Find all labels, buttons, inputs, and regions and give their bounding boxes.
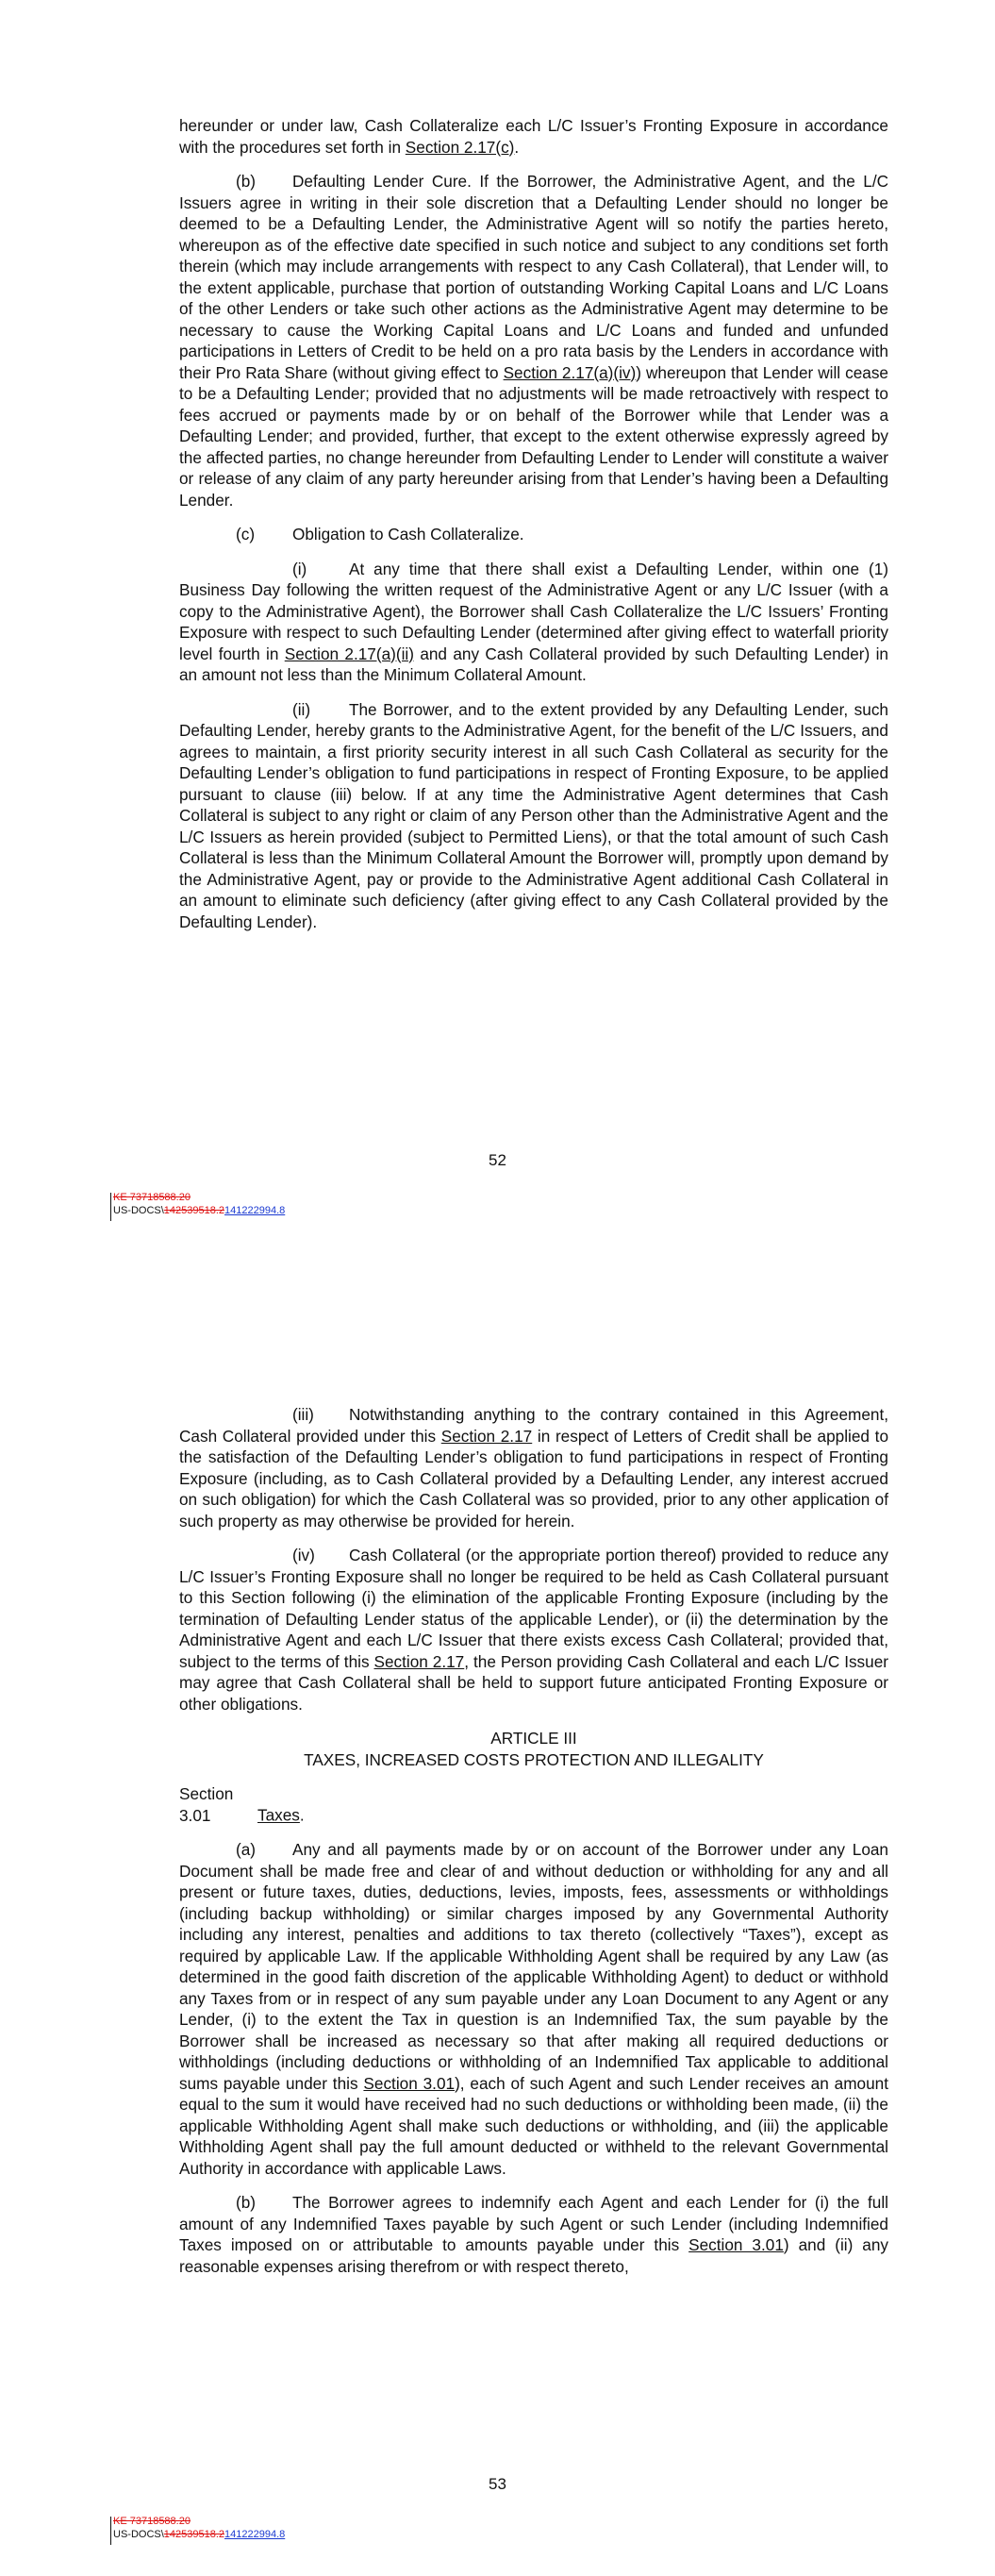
paragraph-text: At any time that there shall exist a Defaulting Lender, within one (1) Business Day following the written request of the Administrative Agent or any L/C Issuer (with a copy to the Administrative Agent), the Borrower shall Cash Collateralize the L/C Issuers’ Fronting Exposure with respect to such Defaulting Lender (determined after giving effect to waterfall priority level fourth in [179, 559, 888, 663]
paragraph-text: The Borrower, and to the extent provided by any Defaulting Lender, such Defaulting Lender, hereby grants to the Administrative Agent, for the benefit of the L/C Issuers, and agrees to maintain, a first priority security interest in all such Cash Collateral as security for the Defaulting Lender’s obligation to fund participations in respect of Fronting Exposure, to be applied pursuant to clause (iii) below. If at any time the Administrative Agent determines that Cash Collateral is subject to any right or claim of any Person other than the Administrative Agent and the L/C Issuers as herein provided (subject to Permitted Liens), or that the total amount of such Cash Collateral is less than the Minimum Collateral Amount the Borrower will, promptly upon demand by the Administrative Agent, pay or provide to the Administrative Agent additional Cash Collateral in an amount to eliminate such deficiency (after giving effect to any Cash Collateral provided by the Defaulting Lender). [179, 699, 888, 931]
paragraph-c-ii [179, 699, 888, 933]
footer-deleted-number: 142539518.2 [163, 1205, 225, 1216]
change-bar [110, 2517, 111, 2545]
section-reference-link[interactable]: Section 2.17 [440, 1426, 533, 1446]
clause-label: (a) [236, 1840, 257, 1859]
footer-inserted-number: 141222994.8 [224, 2529, 286, 2540]
page-number: 53 [489, 2475, 506, 2493]
paragraph-text: in respect of Letters of Credit shall be applied to the satisfaction of the Defaulting Lender’s obligation to fund participations in respect of Fronting Exposure (including, as to Cash Collateral provided by a Defaulting Lender, any interest accrued on such obligation) for which the Cash Collateral was so provided, prior to any other application of such property as may otherwise be provided for herein. [179, 1426, 888, 1531]
clause-label: (b) [236, 2193, 257, 2212]
paragraph-3-01-b [179, 2192, 888, 2277]
paragraph-text: ) and (ii) any reasonable expenses arising therefrom or with respect thereto, [179, 2235, 888, 2276]
paragraph-text: Any and all payments made by or on account of the Borrower under any Loan Document shall be made free and clear of and without deduction or withholding for any and all present or future taxes, duties, deductions, levies, imposts, fees, assessments or withholdings (including backup withholding) or similar charges imposed by any Governmental Authority including any interest, penalties and additions to tax thereto (collectively “Taxes”), except as required by applicable Law. If the applicable Withholding Agent shall be required by any Law (as determined in the good faith discretion of the applicable Withholding Agent) to deduct or withhold any Taxes from or in respect of any sum payable under any Loan Document to any Agent or any Lender, (i) to the extent the Tax in question is an Indemnified Tax, the sum payable by the Borrower shall be increased as necessary so that after making all required deductions or withholdings (including deductions or withholding of an Indemnified Tax applicable to additional sums payable under this [179, 1840, 888, 2093]
clause-label: (c) [236, 525, 256, 544]
section-reference-link[interactable]: Section 2.17(a)(ii) [284, 644, 414, 663]
paragraph-b-defaulting-lender-cure [179, 171, 888, 510]
paragraph-text: ) whereupon that Lender will cease to be a Defaulting Lender; provided that no adjustments will be made retroactively with respect to fees accrued or payments made by or on behalf of the Borrower while that Lender was a Defaulting Lender; and provided, further, that except to the extent otherwise expressly agreed by the affected parties, no change hereunder from Defaulting Lender to Lender will constitute a waiver or release of any claim of any party hereunder arising from that Lender’s having been a Defaulting Lender. [179, 362, 888, 510]
paragraph-c-heading [179, 524, 888, 545]
footer-prefix: US-DOCS\ [113, 1205, 164, 1216]
footer-deleted-id: KE 73718588.20 [113, 2516, 191, 2527]
section-reference-link[interactable]: Section 2.17 [373, 1651, 465, 1671]
paragraph-text: , the Person providing Cash Collateral and each L/C Issuer may agree that Cash Collateral shall be held to support future anticipated Fronting Exposure or other obligations. [179, 1651, 888, 1714]
section-number: Section 3.01 [179, 1784, 234, 1825]
page-52-body [179, 115, 888, 945]
paragraph-text: and any Cash Collateral provided by such Defaulting Lender) in an amount not less than the Minimum Collateral Amount. [179, 644, 888, 684]
paragraph-text: . If the Borrower, the Administrative Agent, and the L/C Issuers agree in writing in their sole discretion that a Defaulting Lender should no longer be deemed to be a Defaulting Lender, the Administrative Agent will so notify the parties hereto, whereupon as of the effective date specified in such notice and subject to any conditions set forth therein (which may include arrangements with respect to any Cash Collateral), that Lender will, to the extent applicable, purchase that portion of outstanding Working Capital Loans and L/C Loans of the other Lenders or take such other actions as the Administrative Agent may determine to be necessary to cause the Working Capital Loans and L/C Loans and funded and unfunded participations in Letters of Credit to be held on a pro rata basis by the Lenders in accordance with their Pro Rata Share (without giving effect to [179, 172, 889, 382]
article-heading [179, 1728, 888, 1770]
clause-heading: Defaulting Lender Cure [292, 172, 468, 191]
page-53 [0, 1330, 995, 2576]
clause-label: (b) [236, 172, 257, 191]
paragraph-text: Cash Collateral (or the appropriate portion thereof) provided to reduce any L/C Issuer’s Fronting Exposure shall no longer be required to be held as Cash Collateral pursuant to this Section following (i) the elimination of the applicable Fronting Exposure (including by the termination of Defaulting Lender status of the applicable Lender), or (ii) the determination by the Administrative Agent and each L/C Issuer that there exists excess Cash Collateral; provided that, subject to the terms of this [179, 1546, 888, 1671]
section-reference-link[interactable]: Section 3.01 [688, 2235, 784, 2254]
section-reference-link[interactable]: Section 2.17(a)(iv) [503, 362, 637, 382]
paragraph-c-iii [179, 1404, 888, 1531]
page-53-body [179, 1404, 888, 2290]
footer-prefix: US-DOCS\ [113, 2529, 164, 2540]
footer-deleted-number: 142539518.2 [163, 2529, 225, 2540]
change-bar [110, 1193, 111, 1221]
footer-inserted-number: 141222994.8 [224, 1205, 286, 1216]
clause-label: (iii) [292, 1405, 314, 1424]
paragraph-continuation [179, 115, 888, 158]
paragraph-3-01-a [179, 1839, 888, 2179]
paragraph-c-iv [179, 1545, 888, 1715]
paragraph-text: hereunder or under law, Cash Collateralize each L/C Issuer’s Fronting Exposure in accordance with the procedures set forth in [179, 116, 888, 157]
section-heading [179, 1783, 888, 1826]
section-reference-link[interactable]: Section 2.17(c) [405, 137, 515, 157]
page-number: 52 [489, 1151, 506, 1169]
page-52 [0, 0, 995, 1227]
clause-label: (i) [292, 559, 307, 578]
paragraph-text: ), each of such Agent and such Lender receives an amount equal to the sum it would have received had no such deductions or withholding been made, (ii) the applicable Withholding Agent shall make such deductions or withholding, and (iii) the applicable Withholding Agent shall pay the full amount deducted or withheld to the relevant Governmental Authority in accordance with applicable Laws. [179, 2073, 888, 2178]
article-number: ARTICLE III [490, 1729, 577, 1748]
clause-heading: Obligation to Cash Collateralize. [292, 525, 524, 544]
paragraph-text: . [514, 137, 520, 157]
paragraph-text: Notwithstanding anything to the contrary contained in this Agreement, Cash Collateral provided under this [179, 1405, 888, 1446]
paragraph-c-i [179, 559, 888, 686]
clause-label: (iv) [292, 1546, 315, 1564]
article-title: TAXES, INCREASED COSTS PROTECTION AND ILLEGALITY [304, 1749, 764, 1769]
footer-doc-id [113, 2528, 285, 2541]
clause-label: (ii) [292, 699, 311, 719]
footer-doc-id [113, 1204, 285, 1217]
section-title-period: . [299, 1805, 305, 1825]
paragraph-text: The Borrower agrees to indemnify each Agent and each Lender for (i) the full amount of any Indemnified Taxes payable by such Agent or such Lender (including Indemnified Taxes imposed on or attributable to amounts payable under this [179, 2193, 888, 2254]
footer-deleted-id: KE 73718588.20 [113, 1192, 191, 1203]
document-footer [113, 1191, 285, 1217]
section-title: Taxes [257, 1805, 300, 1825]
document-footer [113, 2515, 285, 2541]
section-reference-link[interactable]: Section 3.01 [363, 2073, 456, 2093]
